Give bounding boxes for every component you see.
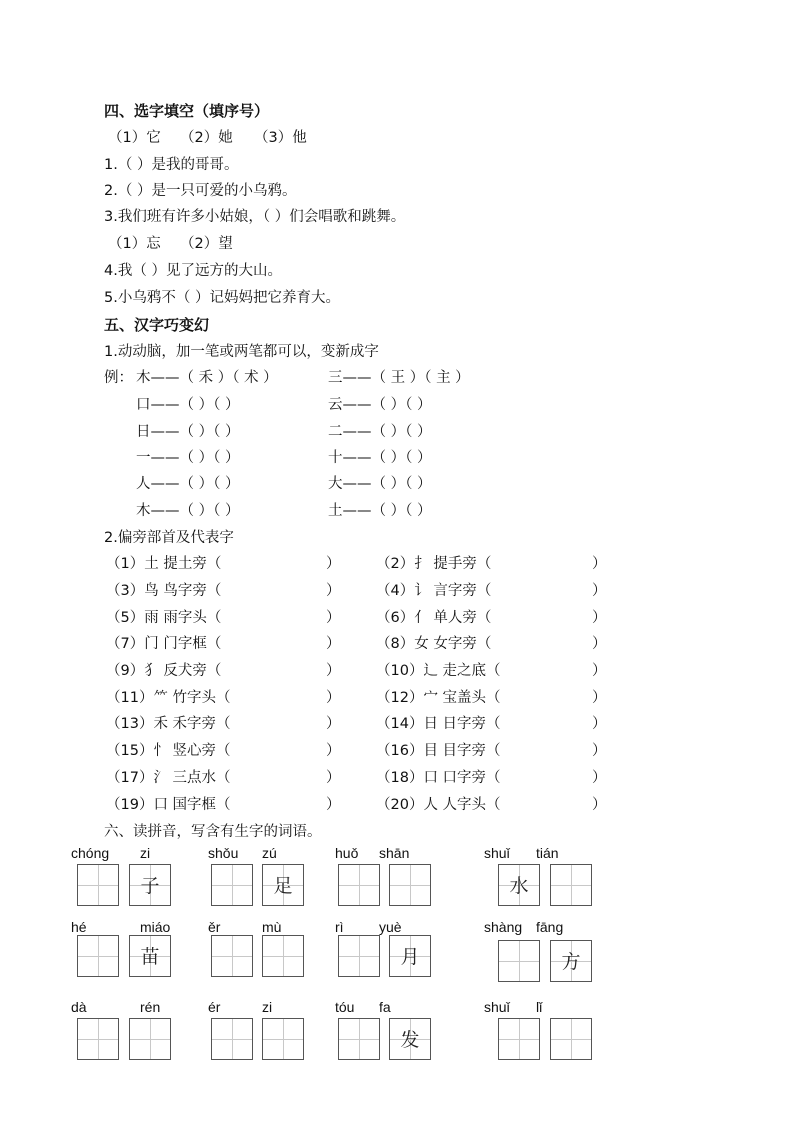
close-paren: ）: [326, 770, 341, 786]
box-character: [339, 936, 379, 976]
choice-1: （1）它: [108, 130, 161, 146]
section5-title: 五、汉字巧变幻: [104, 316, 210, 334]
radical-item-left: （13）禾 禾字旁（: [106, 716, 231, 732]
pinyin-label: tián: [536, 845, 559, 861]
box-character: [130, 1019, 170, 1059]
box-character: [78, 1019, 118, 1059]
pinyin-label: rén: [140, 999, 161, 1015]
pinyin-label: miáo: [140, 919, 171, 935]
box-character: 发: [400, 1029, 420, 1051]
close-paren: ）: [326, 743, 341, 759]
question-item: 4.我（ ）见了远方的大山。: [104, 263, 282, 279]
transform-row-a: 一——（ ）（ ）: [136, 450, 240, 466]
close-paren: ）: [326, 610, 341, 626]
box-character: 子: [140, 875, 160, 897]
writing-box[interactable]: [129, 864, 171, 906]
section6-title: 六、读拼音，写含有生字的词语。: [104, 824, 322, 840]
close-paren: ）: [326, 690, 341, 706]
pinyin-label: yuè: [379, 919, 402, 935]
choice-2: （2）望: [180, 236, 233, 252]
box-character: [78, 865, 118, 905]
radical-item-right: （12）宀 宝盖头（: [376, 690, 501, 706]
writing-box[interactable]: [211, 1018, 253, 1060]
radical-item-right: （6）亻 单人旁（: [376, 610, 492, 626]
box-character: 苗: [140, 946, 160, 968]
writing-box[interactable]: [129, 935, 171, 977]
pinyin-label: shuǐ: [484, 845, 510, 861]
radical-item-left: （11）⺮ 竹字头（: [106, 690, 231, 706]
section4-title: 四、选字填空（填序号）: [104, 102, 270, 120]
writing-box[interactable]: [338, 864, 380, 906]
radical-item-left: （19）口 国字框（: [106, 797, 231, 813]
example-label: 例：: [104, 370, 133, 386]
pinyin-label: fa: [379, 999, 391, 1015]
question-2: 2.偏旁部首及代表字: [104, 530, 234, 546]
writing-box[interactable]: [550, 940, 592, 982]
pinyin-label: huǒ: [335, 845, 359, 861]
radical-item-right: （14）日 日字旁（: [376, 716, 501, 732]
pinyin-label: zi: [140, 845, 151, 861]
transform-row-a: 木——（ ）（ ）: [136, 503, 240, 519]
choice-1: （1）忘: [108, 236, 161, 252]
question-1: 1.动动脑，加一笔或两笔都可以，变新成字: [104, 344, 379, 360]
box-character: [551, 865, 591, 905]
transform-row-b: 大——（ ）（ ）: [328, 476, 432, 492]
box-character: 水: [509, 875, 529, 897]
box-character: [339, 865, 379, 905]
writing-box[interactable]: [211, 864, 253, 906]
close-paren: ）: [592, 690, 607, 706]
box-character: [263, 936, 303, 976]
close-paren: ）: [326, 556, 341, 572]
writing-box[interactable]: [77, 864, 119, 906]
writing-box[interactable]: [550, 1018, 592, 1060]
radical-item-left: （3）鸟 鸟字旁（: [106, 583, 222, 599]
box-character: [551, 1019, 591, 1059]
radical-item-left: （5）雨 雨字头（: [106, 610, 222, 626]
close-paren: ）: [592, 556, 607, 572]
pinyin-label: hé: [71, 919, 87, 935]
transform-row-a: 日——（ ）（ ）: [136, 424, 240, 440]
pinyin-label: rì: [335, 919, 344, 935]
pinyin-label: shān: [379, 845, 410, 861]
pinyin-label: lǐ: [536, 999, 543, 1015]
writing-box[interactable]: [498, 1018, 540, 1060]
radical-item-right: （20）人 人字头（: [376, 797, 501, 813]
close-paren: ）: [326, 583, 341, 599]
radical-item-right: （10）辶 走之底（: [376, 663, 501, 679]
writing-box[interactable]: [498, 864, 540, 906]
pinyin-label: zú: [262, 845, 277, 861]
writing-box[interactable]: [262, 935, 304, 977]
writing-box[interactable]: [389, 935, 431, 977]
transform-row-a: 口——（ ）（ ）: [136, 397, 240, 413]
box-character: 方: [561, 951, 581, 973]
question-item: 1.（ ）是我的哥哥。: [104, 157, 239, 173]
box-character: [499, 941, 539, 981]
choice-3: （3）他: [254, 130, 307, 146]
transform-row-b: 二——（ ）（ ）: [328, 424, 432, 440]
pinyin-label: mù: [262, 919, 282, 935]
pinyin-label: shǒu: [208, 845, 239, 861]
radical-item-right: （16）目 目字旁（: [376, 743, 501, 759]
question-item: 2.（ ）是一只可爱的小乌鸦。: [104, 183, 297, 199]
writing-box[interactable]: [550, 864, 592, 906]
radical-item-right: （18）口 口字旁（: [376, 770, 501, 786]
box-character: [212, 865, 252, 905]
box-character: [212, 936, 252, 976]
pinyin-label: ér: [208, 999, 221, 1015]
pinyin-label: tóu: [335, 999, 355, 1015]
radical-item-left: （9）犭 反犬旁（: [106, 663, 222, 679]
question-item: 5.小乌鸦不（ ）记妈妈把它养育大。: [104, 290, 340, 306]
close-paren: ）: [592, 716, 607, 732]
close-paren: ）: [326, 663, 341, 679]
writing-box[interactable]: [338, 935, 380, 977]
close-paren: ）: [592, 636, 607, 652]
radical-item-right: （8）女 女字旁（: [376, 636, 492, 652]
choice-2: （2）她: [180, 130, 233, 146]
pinyin-label: dà: [71, 999, 87, 1015]
close-paren: ）: [592, 663, 607, 679]
close-paren: ）: [326, 797, 341, 813]
transform-row-b: 云——（ ）（ ）: [328, 397, 432, 413]
writing-box[interactable]: [389, 864, 431, 906]
writing-box[interactable]: [77, 935, 119, 977]
close-paren: ）: [592, 610, 607, 626]
writing-box[interactable]: [389, 1018, 431, 1060]
writing-box[interactable]: [129, 1018, 171, 1060]
box-character: [78, 936, 118, 976]
writing-box[interactable]: [338, 1018, 380, 1060]
transform-row-a: 木——（ 禾 ）（ 术 ）: [136, 370, 278, 386]
pinyin-label: zi: [262, 999, 273, 1015]
writing-box[interactable]: [262, 864, 304, 906]
close-paren: ）: [592, 797, 607, 813]
box-character: 足: [273, 875, 293, 897]
writing-box[interactable]: [498, 940, 540, 982]
writing-box[interactable]: [262, 1018, 304, 1060]
close-paren: ）: [326, 636, 341, 652]
pinyin-label: fāng: [536, 919, 564, 935]
box-character: [339, 1019, 379, 1059]
pinyin-label: shuǐ: [484, 999, 510, 1015]
box-character: [390, 865, 430, 905]
close-paren: ）: [592, 743, 607, 759]
transform-row-b: 土——（ ）（ ）: [328, 503, 432, 519]
close-paren: ）: [592, 770, 607, 786]
pinyin-label: shàng: [484, 919, 523, 935]
box-character: [212, 1019, 252, 1059]
radical-item-right: （4）讠 言字旁（: [376, 583, 492, 599]
close-paren: ）: [592, 583, 607, 599]
transform-row-b: 三——（ 王 ）（ 主 ）: [328, 370, 470, 386]
radical-item-left: （7）门 门字框（: [106, 636, 222, 652]
box-character: 月: [400, 946, 420, 968]
radical-item-left: （17）氵 三点水（: [106, 770, 231, 786]
radical-item-left: （1）土 提土旁（: [106, 556, 222, 572]
pinyin-label: ěr: [208, 919, 221, 935]
radical-item-right: （2）扌 提手旁（: [376, 556, 492, 572]
question-item: 3.我们班有许多小姑娘，（ ）们会唱歌和跳舞。: [104, 209, 406, 225]
close-paren: ）: [326, 716, 341, 732]
writing-box[interactable]: [77, 1018, 119, 1060]
radical-item-left: （15）忄 竖心旁（: [106, 743, 231, 759]
box-character: [499, 1019, 539, 1059]
box-character: [263, 1019, 303, 1059]
transform-row-b: 十——（ ）（ ）: [328, 450, 432, 466]
writing-box[interactable]: [211, 935, 253, 977]
pinyin-label: chóng: [71, 845, 110, 861]
transform-row-a: 人——（ ）（ ）: [136, 476, 240, 492]
